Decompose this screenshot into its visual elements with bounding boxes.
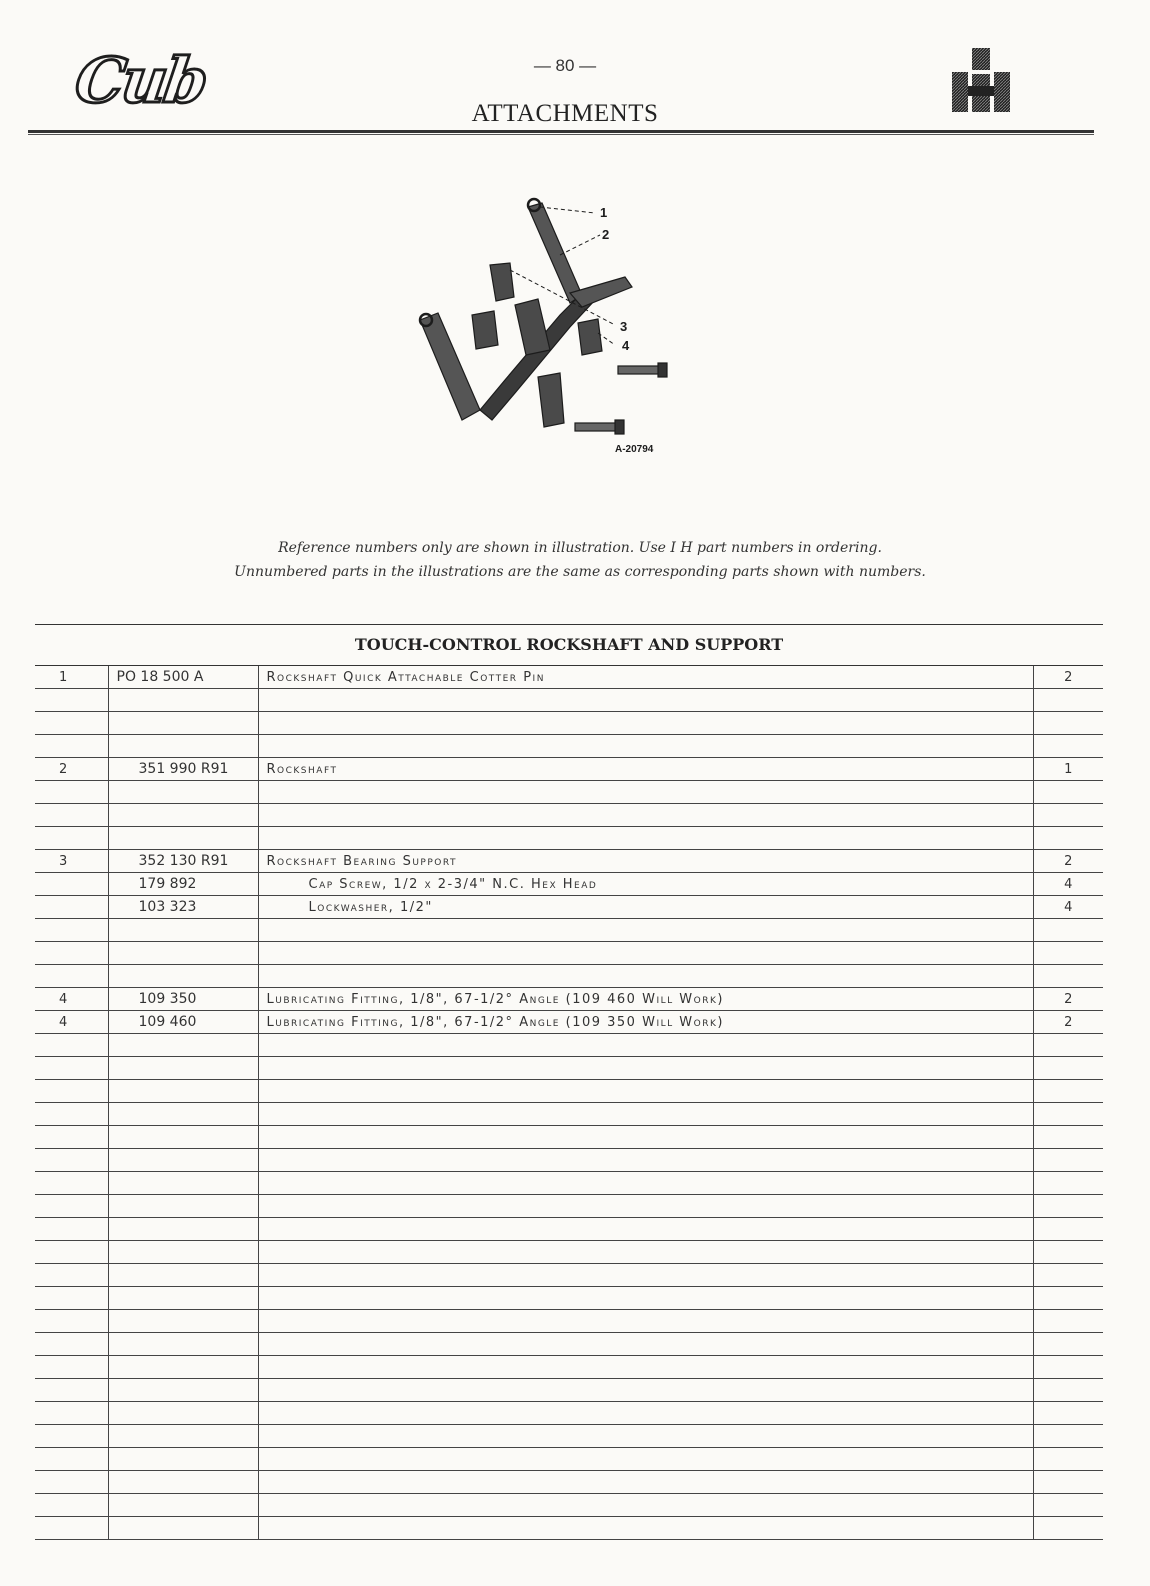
table-row xyxy=(35,896,1103,919)
table-row xyxy=(35,1356,1103,1379)
table-row xyxy=(35,1310,1103,1333)
part-number-cell xyxy=(108,781,258,804)
ref-number-cell xyxy=(35,1149,108,1172)
quantity-cell xyxy=(1033,827,1103,850)
ref-number-cell xyxy=(35,1356,108,1379)
table-row xyxy=(35,1195,1103,1218)
part-number-cell xyxy=(108,1402,258,1425)
table-row xyxy=(35,1402,1103,1425)
cub-logo: Cub xyxy=(70,44,210,117)
page-header xyxy=(0,0,1150,140)
table-row xyxy=(35,735,1103,758)
description-cell xyxy=(258,1149,1033,1172)
description-cell xyxy=(258,1287,1033,1310)
table-row xyxy=(35,758,1103,781)
quantity-cell xyxy=(1033,1264,1103,1287)
ref-number-cell xyxy=(35,1172,108,1195)
quantity-cell: 4 xyxy=(1033,873,1103,896)
ref-number-cell xyxy=(35,804,108,827)
page-number: — 80 — xyxy=(533,56,597,75)
caption-line-2: Unnumbered parts in the illustrations are the same as corresponding parts shown with numbers. xyxy=(234,564,926,580)
table-row xyxy=(35,1126,1103,1149)
quantity-cell xyxy=(1033,1218,1103,1241)
quantity-cell xyxy=(1033,1103,1103,1126)
table-row xyxy=(35,1218,1103,1241)
description-cell xyxy=(258,781,1033,804)
ih-logo-icon xyxy=(952,48,1012,112)
description-cell xyxy=(258,1517,1033,1540)
quantity-cell xyxy=(1033,1471,1103,1494)
part-number-cell xyxy=(108,1356,258,1379)
ref-number-cell xyxy=(35,1080,108,1103)
quantity-cell xyxy=(1033,1356,1103,1379)
quantity-cell xyxy=(1033,942,1103,965)
ref-number-cell xyxy=(35,1103,108,1126)
description-cell xyxy=(258,1402,1033,1425)
part-number-cell xyxy=(108,804,258,827)
part-number-cell: 109 460 xyxy=(108,1011,258,1034)
ref-number-cell xyxy=(35,1517,108,1540)
description-cell: Lubricating Fitting, 1/8", 67-1/2° Angle (109 350 Will Work) xyxy=(258,1011,1033,1034)
description-cell xyxy=(258,965,1033,988)
part-number-cell xyxy=(108,942,258,965)
ref-number-cell xyxy=(35,1264,108,1287)
table-row xyxy=(35,1011,1103,1034)
quantity-cell xyxy=(1033,1195,1103,1218)
part-number-cell xyxy=(108,965,258,988)
header-rule xyxy=(28,130,1094,135)
ref-number-cell xyxy=(35,1448,108,1471)
ref-number-cell xyxy=(35,735,108,758)
part-number-cell xyxy=(108,1195,258,1218)
ref-number-cell xyxy=(35,1241,108,1264)
table-row xyxy=(35,942,1103,965)
ref-number-cell xyxy=(35,873,108,896)
table-row xyxy=(35,850,1103,873)
callout-3: 3 xyxy=(620,319,628,334)
parts-table xyxy=(35,666,1103,1540)
description-cell xyxy=(258,1172,1033,1195)
table-row xyxy=(35,873,1103,896)
quantity-cell xyxy=(1033,1149,1103,1172)
quantity-cell xyxy=(1033,1310,1103,1333)
part-number-cell xyxy=(108,1103,258,1126)
part-number-cell xyxy=(108,1494,258,1517)
description-cell xyxy=(258,1241,1033,1264)
table-row xyxy=(35,804,1103,827)
part-number-cell: PO 18 500 A xyxy=(108,666,258,689)
ref-number-cell xyxy=(35,1425,108,1448)
table-row xyxy=(35,1379,1103,1402)
part-number-cell xyxy=(108,1080,258,1103)
part-number-cell xyxy=(108,1310,258,1333)
part-number-cell xyxy=(108,1172,258,1195)
quantity-cell: 1 xyxy=(1033,758,1103,781)
caption-line-1: Reference numbers only are shown in illustration. Use I H part numbers in ordering. xyxy=(278,540,882,556)
part-number-cell xyxy=(108,827,258,850)
quantity-cell xyxy=(1033,1402,1103,1425)
part-number-cell xyxy=(108,1034,258,1057)
table-row xyxy=(35,1425,1103,1448)
quantity-cell xyxy=(1033,1379,1103,1402)
description-cell xyxy=(258,712,1033,735)
ref-number-cell xyxy=(35,1218,108,1241)
description-cell xyxy=(258,1425,1033,1448)
table-row xyxy=(35,1333,1103,1356)
ref-number-cell xyxy=(35,1126,108,1149)
table-row xyxy=(35,1448,1103,1471)
quantity-cell xyxy=(1033,919,1103,942)
description-cell xyxy=(258,1057,1033,1080)
part-number-cell: 103 323 xyxy=(108,896,258,919)
table-row xyxy=(35,1149,1103,1172)
table-row xyxy=(35,1241,1103,1264)
table-row xyxy=(35,988,1103,1011)
part-number-cell xyxy=(108,1517,258,1540)
callout-2: 2 xyxy=(602,227,610,242)
description-cell xyxy=(258,1264,1033,1287)
table-row xyxy=(35,965,1103,988)
table-row xyxy=(35,689,1103,712)
description-cell: Lockwasher, 1/2" xyxy=(258,896,1033,919)
description-cell xyxy=(258,735,1033,758)
ref-number-cell xyxy=(35,896,108,919)
quantity-cell xyxy=(1033,1034,1103,1057)
description-cell xyxy=(258,827,1033,850)
part-number-cell xyxy=(108,1333,258,1356)
table-title: TOUCH-CONTROL ROCKSHAFT AND SUPPORT xyxy=(35,625,1103,666)
part-number-cell xyxy=(108,1471,258,1494)
description-cell: Rockshaft xyxy=(258,758,1033,781)
ref-number-cell xyxy=(35,1034,108,1057)
ref-number-cell xyxy=(35,827,108,850)
description-cell xyxy=(258,1080,1033,1103)
table-row xyxy=(35,1057,1103,1080)
description-cell: Lubricating Fitting, 1/8", 67-1/2° Angle (109 460 Will Work) xyxy=(258,988,1033,1011)
ref-number-cell xyxy=(35,1057,108,1080)
quantity-cell xyxy=(1033,689,1103,712)
ref-number-cell xyxy=(35,1402,108,1425)
ref-number-cell xyxy=(35,1310,108,1333)
quantity-cell xyxy=(1033,1494,1103,1517)
quantity-cell xyxy=(1033,1172,1103,1195)
quantity-cell xyxy=(1033,712,1103,735)
table-row xyxy=(35,666,1103,689)
quantity-cell xyxy=(1033,735,1103,758)
ref-number-cell: 2 xyxy=(35,758,108,781)
ref-number-cell xyxy=(35,1494,108,1517)
ref-number-cell xyxy=(35,689,108,712)
description-cell xyxy=(258,1218,1033,1241)
description-cell xyxy=(258,804,1033,827)
part-number-cell xyxy=(108,1264,258,1287)
part-number-cell: 352 130 R91 xyxy=(108,850,258,873)
part-number-cell xyxy=(108,1287,258,1310)
description-cell: Cap Screw, 1/2 x 2-3/4" N.C. Hex Head xyxy=(258,873,1033,896)
part-number-cell xyxy=(108,1218,258,1241)
callout-1: 1 xyxy=(600,205,608,220)
part-number-cell xyxy=(108,1448,258,1471)
quantity-cell xyxy=(1033,1126,1103,1149)
description-cell xyxy=(258,1356,1033,1379)
ref-number-cell xyxy=(35,1287,108,1310)
description-cell xyxy=(258,1126,1033,1149)
part-number-cell xyxy=(108,1126,258,1149)
table-row xyxy=(35,1034,1103,1057)
ref-number-cell xyxy=(35,712,108,735)
quantity-cell xyxy=(1033,1517,1103,1540)
ref-number-cell: 4 xyxy=(35,1011,108,1034)
quantity-cell xyxy=(1033,804,1103,827)
figure-id: A-20794 xyxy=(615,444,654,455)
quantity-cell: 4 xyxy=(1033,896,1103,919)
description-cell xyxy=(258,1379,1033,1402)
callout-4: 4 xyxy=(622,338,630,353)
quantity-cell xyxy=(1033,1333,1103,1356)
quantity-cell xyxy=(1033,1425,1103,1448)
description-cell xyxy=(258,1494,1033,1517)
ref-number-cell xyxy=(35,1379,108,1402)
part-number-cell xyxy=(108,712,258,735)
table-row xyxy=(35,1264,1103,1287)
part-number-cell: 351 990 R91 xyxy=(108,758,258,781)
description-cell: Rockshaft Bearing Support xyxy=(258,850,1033,873)
table-row xyxy=(35,827,1103,850)
quantity-cell xyxy=(1033,1287,1103,1310)
table-row xyxy=(35,1494,1103,1517)
part-number-cell: 179 892 xyxy=(108,873,258,896)
description-cell xyxy=(258,1471,1033,1494)
part-number-cell xyxy=(108,689,258,712)
part-number-cell: 109 350 xyxy=(108,988,258,1011)
quantity-cell xyxy=(1033,1448,1103,1471)
ref-number-cell xyxy=(35,942,108,965)
description-cell xyxy=(258,689,1033,712)
part-number-cell xyxy=(108,1379,258,1402)
table-row xyxy=(35,1517,1103,1540)
rockshaft-illustration xyxy=(410,195,690,470)
part-number-cell xyxy=(108,919,258,942)
ref-number-cell xyxy=(35,1195,108,1218)
description-cell xyxy=(258,1310,1033,1333)
quantity-cell: 2 xyxy=(1033,1011,1103,1034)
description-cell: Rockshaft Quick Attachable Cotter Pin xyxy=(258,666,1033,689)
ref-number-cell xyxy=(35,1471,108,1494)
description-cell xyxy=(258,1448,1033,1471)
part-number-cell xyxy=(108,1057,258,1080)
table-row xyxy=(35,919,1103,942)
table-row xyxy=(35,1080,1103,1103)
description-cell xyxy=(258,1195,1033,1218)
parts-table-section xyxy=(35,624,1103,1540)
description-cell xyxy=(258,1333,1033,1356)
description-cell xyxy=(258,942,1033,965)
quantity-cell xyxy=(1033,1057,1103,1080)
description-cell xyxy=(258,1034,1033,1057)
part-number-cell xyxy=(108,1425,258,1448)
ref-number-cell xyxy=(35,781,108,804)
ref-number-cell xyxy=(35,1333,108,1356)
table-row xyxy=(35,1471,1103,1494)
ref-number-cell xyxy=(35,965,108,988)
quantity-cell xyxy=(1033,1241,1103,1264)
part-number-cell xyxy=(108,735,258,758)
caption xyxy=(200,536,960,584)
quantity-cell xyxy=(1033,1080,1103,1103)
ref-number-cell xyxy=(35,919,108,942)
ref-number-cell: 1 xyxy=(35,666,108,689)
section-title: ATTACHMENTS xyxy=(471,100,659,127)
part-number-cell xyxy=(108,1149,258,1172)
table-row xyxy=(35,781,1103,804)
table-row xyxy=(35,1103,1103,1126)
quantity-cell xyxy=(1033,965,1103,988)
table-row xyxy=(35,1172,1103,1195)
quantity-cell: 2 xyxy=(1033,988,1103,1011)
table-row xyxy=(35,712,1103,735)
quantity-cell xyxy=(1033,781,1103,804)
description-cell xyxy=(258,1103,1033,1126)
ref-number-cell: 3 xyxy=(35,850,108,873)
part-number-cell xyxy=(108,1241,258,1264)
description-cell xyxy=(258,919,1033,942)
quantity-cell: 2 xyxy=(1033,850,1103,873)
ref-number-cell: 4 xyxy=(35,988,108,1011)
quantity-cell: 2 xyxy=(1033,666,1103,689)
table-row xyxy=(35,1287,1103,1310)
